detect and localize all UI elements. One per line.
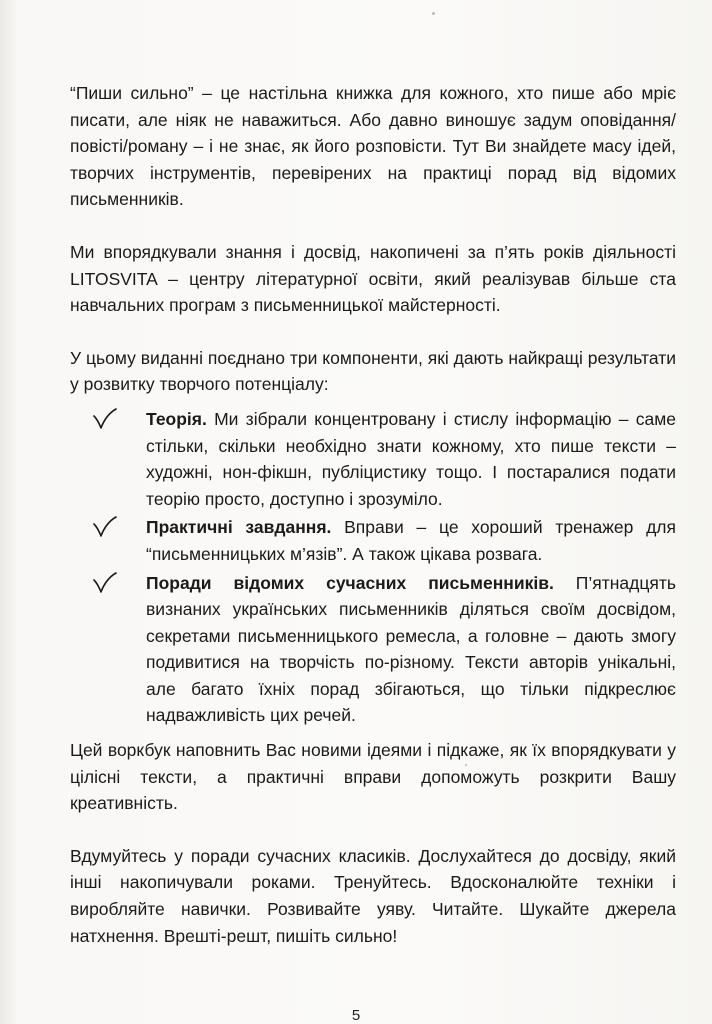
list-item-body: Вправи – це хороший тренажер для “письменницьких м’язів”. А також цікава розвага. — [146, 517, 676, 564]
list-item-theory — [70, 406, 676, 512]
list-item-text — [146, 570, 676, 730]
check-icon — [92, 516, 118, 538]
closing-paragraph: Вдумуйтесь у поради сучасних класиків. Дослухайтеся до досвіду, який інші накопичували роками. Тренуйтесь. Вдосконалюйте техніки і виробляйте навички. Розвивайте уяву. Читайте. Шукайте джерела натхнення. Врешті-решт, пишіть сильно! — [70, 845, 676, 946]
page-number: 5 — [351, 1007, 361, 1024]
components-intro-paragraph: У цьому виданні поєднано три компоненти, які дають найкращі результати у розвитку творчого потенціалу: — [70, 347, 676, 395]
about-paragraph: Ми впорядкували знання і досвід, накопичені за п’ять років діяльності LITOSVITA – центру літературної освіти, який реалізував більше ста навчальних програм з письменницької майстерності. — [70, 241, 676, 316]
list-item-body: Ми зібрали концентровану і стислу інформацію – саме стільки, скільки необхідно знати кожному, хто пише тексти – художні, нон-фікшн, публіцистику тощо. І постаралися подати теорію просто, доступно і зрозуміло. — [146, 408, 676, 509]
list-item-advice — [70, 570, 676, 730]
list-item-title: Поради відомих сучасних письменників. — [146, 572, 554, 593]
workbook-paragraph: Цей воркбук наповнить Вас новими ідеями і підкаже, як їх впорядкувати у цілісні тексти, а практичні вправи допоможуть розкрити Вашу креативність. — [70, 740, 676, 814]
list-item-title: Практичні завдання. — [146, 517, 332, 538]
list-item-body: П’ятнадцять визнаних українських письменників діляться своїм досвідом, секретами письменницького ремесла, а головне – дають змогу подивитися на творчість по-різному. Тексти авторів унікальні, але багато їхніх порад збігаються, що тільки підкреслює надважливість цих речей. — [146, 572, 676, 726]
components-list — [70, 406, 676, 729]
intro-paragraph: “Пиши сильно” – це настільна книжка для кожного, хто пише або мріє писати, але ніяк не наважиться. Або давно виношує задум оповідання/повісті/роману – і не знає, як його розповісти. Тут Ви знайдете масу ідей, творчих інструментів, перевірених на практиці порад від відомих письменників. — [70, 83, 676, 210]
list-item-practice — [70, 514, 676, 567]
list-item-text — [146, 406, 676, 512]
check-icon — [92, 408, 118, 430]
page-content — [70, 80, 676, 949]
list-item-title: Теорія. — [146, 408, 207, 429]
paper-speck — [432, 12, 435, 15]
check-icon — [92, 572, 118, 594]
list-item-text — [146, 514, 676, 567]
